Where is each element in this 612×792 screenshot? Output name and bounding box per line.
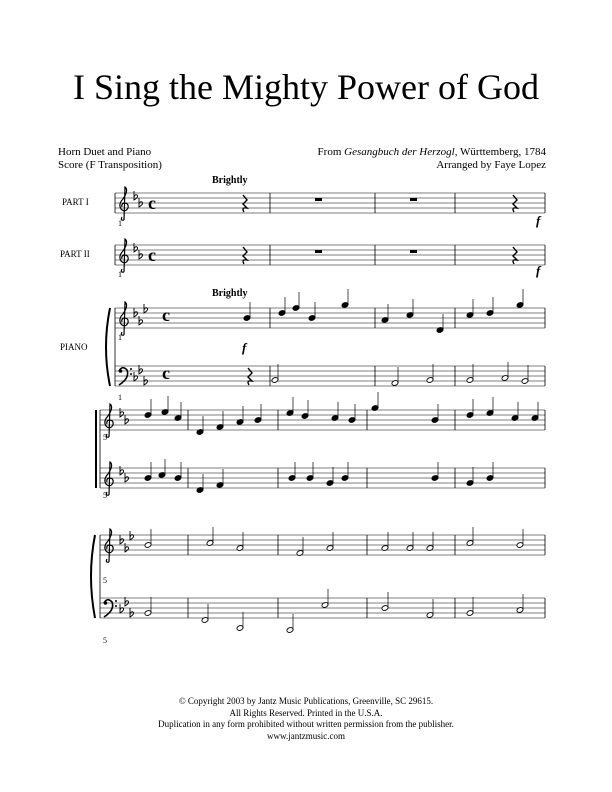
key-signature-flat <box>139 198 143 207</box>
key-signature-flat <box>130 608 134 617</box>
whole-rest <box>315 250 322 253</box>
measure-number: 1 <box>118 393 122 402</box>
duplication-notice: Duplication in any form prohibited without written permission from the publisher. <box>158 719 454 729</box>
copyright: © Copyright 2003 by Jantz Music Publications, Greenville, SC 29615. <box>178 696 434 706</box>
key-signature-flat <box>125 597 129 606</box>
footer <box>0 696 612 742</box>
tempo-marking: Brightly <box>212 175 248 186</box>
dynamic-part-1: f <box>536 213 541 228</box>
bass-clef-dot <box>115 600 117 602</box>
key-signature-flat <box>144 304 148 313</box>
whole-rest <box>410 198 417 201</box>
measure-number: 5 <box>103 491 107 500</box>
rights: All Rights Reserved. Printed in the U.S.A. <box>229 707 383 718</box>
dynamic-part-2: f <box>536 263 541 278</box>
piano-brace <box>91 535 95 618</box>
key-signature-flat <box>134 191 138 200</box>
key-signature-flat <box>120 535 124 544</box>
treble-clef <box>120 302 128 335</box>
measure-number: 1 <box>118 333 122 342</box>
quarter-rest <box>243 247 247 264</box>
source-prefix: From <box>317 146 345 158</box>
treble-clef <box>105 529 113 562</box>
page-title: I Sing the Mighty Power of God <box>73 67 539 107</box>
quarter-rest <box>513 195 517 212</box>
key-signature-flat <box>120 408 124 417</box>
treble-clef <box>120 187 128 220</box>
key-signature-flat <box>139 250 143 259</box>
measure-number: 5 <box>103 636 107 645</box>
key-signature-flat <box>120 604 124 613</box>
time-signature: c <box>162 305 170 325</box>
bass-clef-dot <box>115 605 117 607</box>
key-signature-flat <box>125 473 129 482</box>
source-title: Gesangbuch der Herzogl <box>344 146 455 158</box>
piano-label: PIANO <box>60 342 88 352</box>
key-signature-flat <box>139 365 143 374</box>
tempo-marking-piano: Brightly <box>212 288 248 299</box>
whole-rest <box>410 250 417 253</box>
key-signature-flat <box>125 543 129 552</box>
key-signature-flat <box>144 376 148 385</box>
piano-brace <box>106 308 110 386</box>
website: www.jantzmusic.com <box>267 730 345 741</box>
key-signature-flat <box>134 243 138 252</box>
time-signature: c <box>162 363 170 383</box>
bass-clef-dot <box>119 369 123 373</box>
score-type: Score (F Transposition) <box>58 159 162 171</box>
bass-clef-dot <box>130 373 132 375</box>
quarter-rest <box>513 247 517 264</box>
treble-clef <box>120 239 128 272</box>
key-signature-flat <box>134 372 138 381</box>
time-signature: c <box>148 193 156 213</box>
key-signature-flat <box>134 308 138 317</box>
quarter-rest <box>243 195 247 212</box>
key-signature-flat <box>120 466 124 475</box>
time-signature: c <box>148 245 156 265</box>
dynamic-piano: f <box>242 340 247 355</box>
whole-rest <box>315 198 322 201</box>
arranger: Arranged by Faye Lopez <box>436 159 546 171</box>
source-suffix: , Württemberg, 1784 <box>454 146 546 158</box>
key-signature-flat <box>130 531 134 540</box>
part-1-label: PART I <box>62 197 89 207</box>
bass-clef-dot <box>104 601 108 605</box>
quarter-rest <box>248 368 252 385</box>
measure-number: 5 <box>103 433 107 442</box>
measure-number: 5 <box>103 576 107 585</box>
key-signature-flat <box>125 415 129 424</box>
part-2-label: PART II <box>60 249 90 259</box>
bass-clef-dot <box>130 368 132 370</box>
key-signature-flat <box>139 316 143 325</box>
measure-number: 1 <box>118 219 122 228</box>
instrumentation: Horn Duet and Piano <box>58 146 152 158</box>
measure-number: 1 <box>118 270 122 279</box>
